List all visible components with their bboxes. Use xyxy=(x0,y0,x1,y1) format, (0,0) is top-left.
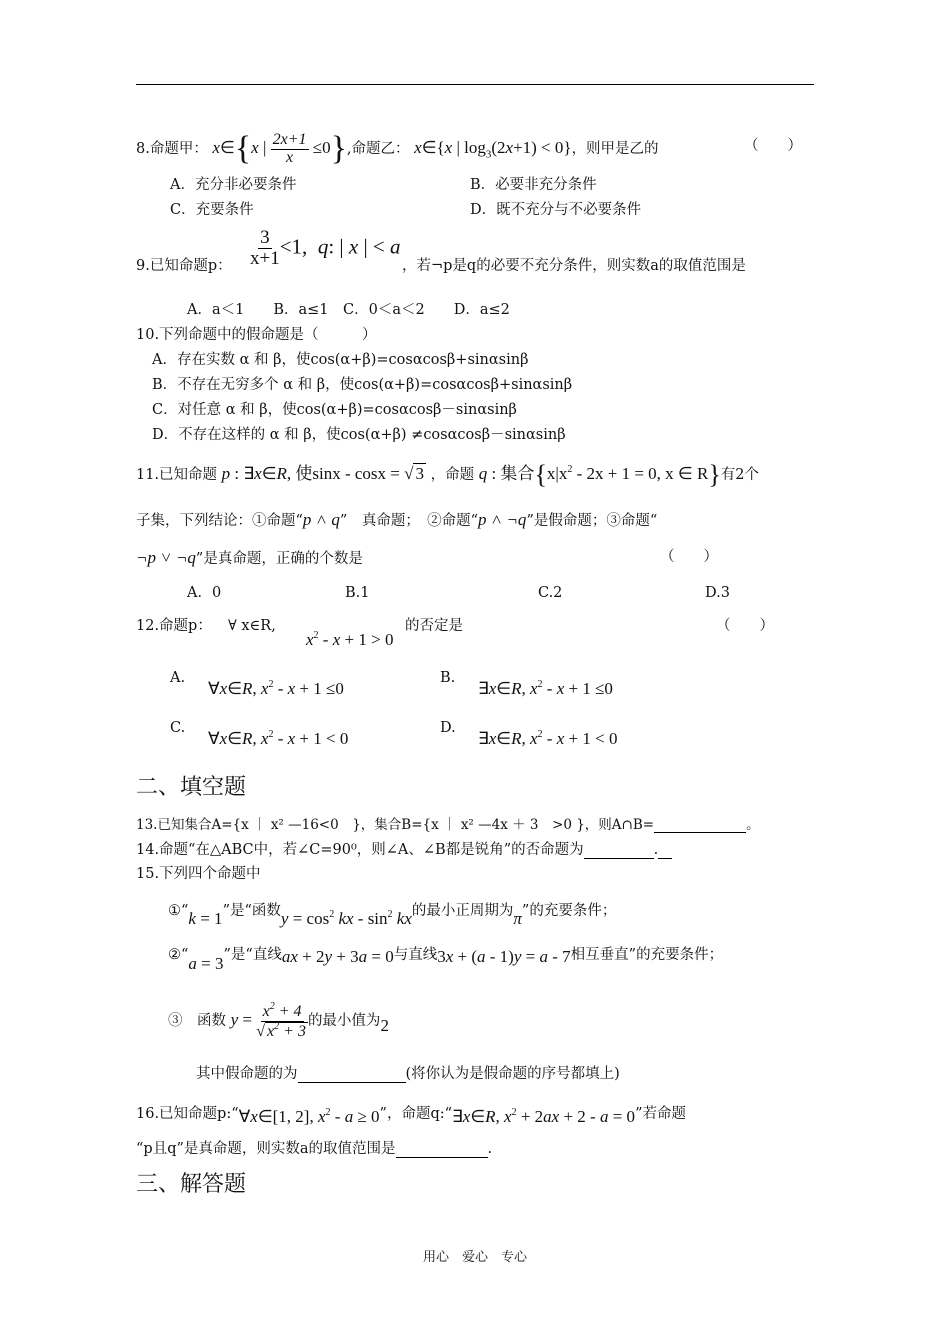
q9-options: A．a＜1 B．a≤1 C．0＜a＜2 D．a≤2 xyxy=(187,302,510,318)
q11-line1: 11.已知命题 p : ∃x∈R, 使sinx - cosx = √ 3 ，命题 q : 集合{$x|x^2 - 2x + 1 = 0$, x ∈ R}有2个 xyxy=(136,460,760,489)
q8-option-a: A．充分非必要条件 xyxy=(170,177,297,193)
q16-answer-blank[interactable] xyxy=(396,1157,488,1158)
q12-option-d-label: D. xyxy=(440,720,456,736)
q15-answer-blank[interactable] xyxy=(298,1082,406,1083)
q9-stem: 9.已知命题p： xyxy=(136,258,232,274)
q12-option-b-formula: ∃x∈R, $x^2 - x + 1 \le 0$ xyxy=(478,679,613,698)
q8-mid: ,命题乙： xyxy=(346,141,410,157)
q12-forall: ∀ x∈R, xyxy=(228,618,276,634)
q10-stem: 10.下列命题中的假命题是（ ） xyxy=(136,327,377,343)
q15-stem: 15.下列四个命题中 xyxy=(136,866,261,882)
q12-inequality: $x^2 - x + 1 > 0$ xyxy=(306,630,394,649)
q10-option-d: D．不存在这样的 α 和 β，使cos(α+β) ≠cosαcosβ－sinαsinβ xyxy=(152,427,566,443)
q10-option-b: B．不存在无穷多个 α 和 β，使cos(α+β)=cosαcosβ+sinαsinβ xyxy=(152,377,573,393)
q13-answer-blank[interactable] xyxy=(654,832,746,833)
q13: 13.已知集合A={x ｜ x² —16<0 }，集合B={x ｜ x² —4x ＋ 3 >0 }，则A∩B= 。 xyxy=(136,817,760,833)
q11-paren: （ ） xyxy=(660,549,718,565)
q10-option-c: C．对任意 α 和 β，使cos(α+β)=cosαcosβ－sinαsinβ xyxy=(152,402,517,418)
q11-tail: 有2个 xyxy=(720,467,760,483)
q12-option-a-formula: ∀x∈R, $x^2 - x + 1 \le 0$ xyxy=(208,679,344,698)
page-footer: 用心 爱心 专心 xyxy=(422,1250,527,1265)
q8-tail: ，则甲是乙的 xyxy=(571,141,659,157)
q8-fraction: $\frac{2x+1}{x}$ xyxy=(272,130,307,166)
q15-item3: ③ 函数 y = $\frac{x^2 + 4}{√ x^2 + 3}$ 的最小值为2 xyxy=(168,1000,389,1040)
q8-paren: （ ） xyxy=(744,138,802,154)
q12-option-b-label: B. xyxy=(440,670,456,686)
q8-option-c: C．充要条件 xyxy=(170,202,254,218)
q11-line2: 子集，下列结论：①命题“p ˄ q” 真命题； ②命题“p ˄ ¬q”是假命题；③命题“ xyxy=(136,510,658,529)
q11-mid: ，命题 xyxy=(430,467,475,483)
q12-tail: 的否定是 xyxy=(405,618,463,634)
q12-option-a-label: A. xyxy=(170,670,186,686)
section-fill-in-heading: 二、填空题 xyxy=(136,775,247,800)
q12-option-d-formula: ∃x∈R, $x^2 - x + 1 < 0$ xyxy=(478,729,618,748)
q9-formula-image: $\frac{3}{x+1}$ <1, q: | x | < a xyxy=(250,227,401,269)
q12-option-c-formula: ∀x∈R, $x^2 - x + 1 < 0$ xyxy=(208,729,349,748)
q15-item1: ①“k = 1”是“函数$y = \cos^2$ kx - $\sin^2$ kx的最小正周期为π”的充要条件； xyxy=(168,903,617,928)
q11-option-b: B.1 xyxy=(345,585,370,601)
q12-option-c-label: C. xyxy=(170,720,186,736)
q8-option-b: B．必要非充分条件 xyxy=(470,177,597,193)
q8-option-d: D．既不充分与不必要条件 xyxy=(470,202,642,218)
q8-stem: 8.命题甲： xyxy=(136,141,208,157)
q11-line3: ¬p ˅ ¬q”是真命题，正确的个数是 xyxy=(136,548,363,567)
q9-tail: ，若¬p是q的必要不充分条件，则实数a的取值范围是 xyxy=(402,258,746,274)
q11-option-d: D.3 xyxy=(705,585,730,601)
q16-line1: 16.已知命题p:“∀x∈[1, 2], $x^2 - a \ge 0$”，命题q:“∃x∈R, $x^2 + 2ax + 2 - a = 0$”若命题 xyxy=(136,1106,686,1126)
q14-answer-blank[interactable] xyxy=(584,858,654,859)
q8-stem-line: 8.命题甲： x∈{x | $\frac{2x+1}{x}$ ≤0},命题乙： x∈{x | $\log_3(2x+1) < 0$}，则甲是乙的 xyxy=(136,130,659,167)
q15-answer-line: 其中假命题的为 (将你认为是假命题的序号都填上) xyxy=(196,1066,620,1082)
q11-stem: 11.已知命题 xyxy=(136,467,218,483)
q10-option-a: A．存在实数 α 和 β，使cos(α+β)=cosαcosβ+sinαsinβ xyxy=(152,352,529,368)
q15-item2: ②“a = 3”是“直线ax + 2y + 3a = 0与直线3x + (a - 1)y = a - 7相互垂直”的充要条件； xyxy=(168,947,724,973)
q11-option-a: A．0 xyxy=(187,585,222,601)
q15-item3-fraction: $\frac{x^2 + 4}{√ x^2 + 3}$ xyxy=(256,1000,306,1040)
q8-set-a: x xyxy=(212,138,220,157)
q11-option-c: C.2 xyxy=(538,585,563,601)
q14: 14.命题“在△ABC中，若∠C=90⁰，则∠A、∠B都是锐角”的否命题为 . xyxy=(136,842,672,859)
q8-set-b: x xyxy=(414,138,422,157)
q12-stem: 12.命题p： xyxy=(136,618,212,634)
q12-paren: （ ） xyxy=(716,618,774,634)
q16-line2: “p且q”是真命题，则实数a的取值范围是 . xyxy=(136,1141,493,1157)
header-rule xyxy=(136,84,814,85)
section-answer-heading: 三、解答题 xyxy=(136,1172,247,1197)
